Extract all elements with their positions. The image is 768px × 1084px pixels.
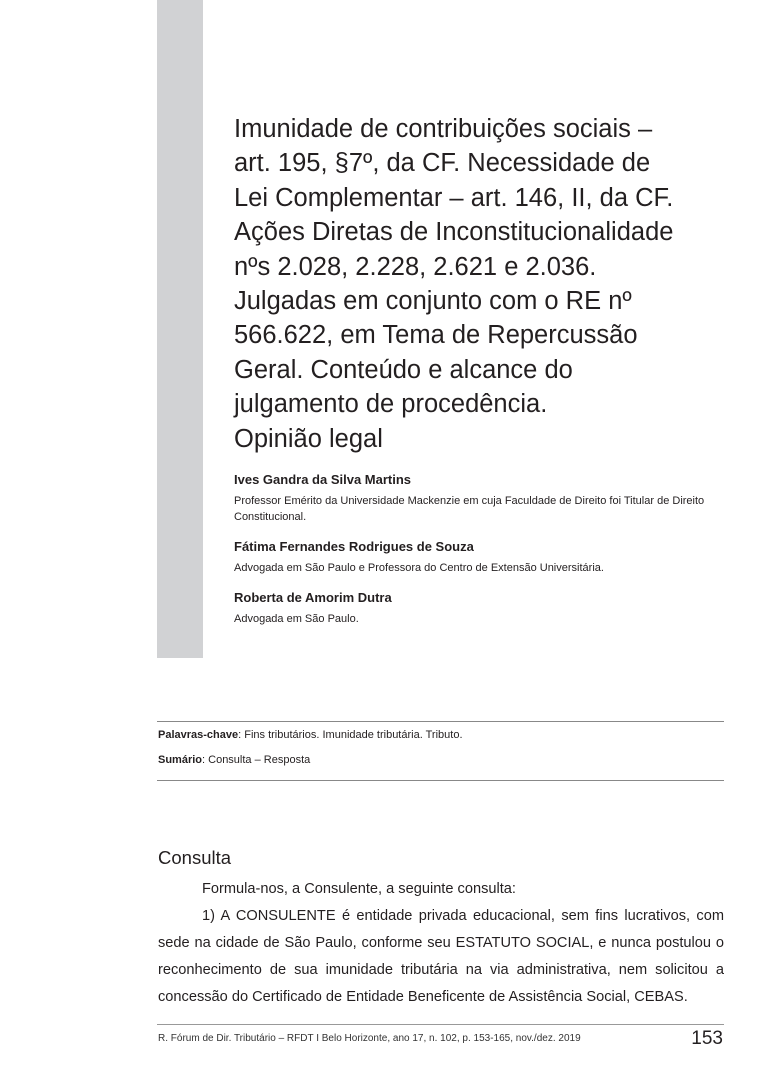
author-affiliation: Advogada em São Paulo. [234,613,359,625]
summary [158,754,310,766]
title-line: Imunidade de contribuições sociais – [234,115,653,143]
section-heading: Consulta [158,847,232,868]
title-line: Julgadas em conjunto com o RE nº [234,287,632,316]
author-name: Ives Gandra da Silva Martins [234,472,412,487]
keywords-label: Palavras-chave [158,729,239,741]
author-name: Roberta de Amorim Dutra [234,590,392,605]
article-title [234,112,734,456]
keywords-text: : Fins tributários. Imunidade tributária. Tributo. [238,729,463,741]
title-line: art. 195, §7º, da CF. Necessidade de [234,149,651,178]
title-line: nºs 2.028, 2.228, 2.621 e 2.036. [234,252,597,281]
footer-divider [157,1024,724,1025]
author-name: Fátima Fernandes Rodrigues de Souza [234,539,474,554]
title-line: Opinião legal [234,424,383,453]
decorative-side-bar [157,0,203,658]
paragraph: 1) A CONSULENTE é entidade privada educacional, sem fins lucrativos, com sede na cidade de São Paulo, conforme seu ESTATUTO SOCIAL, e nunca postulou o reconhecimento de sua imunidade tributária na via administrativa, nem solicitou a concessão do Certificado de Entidade Beneficente de Assistência Social, CEBAS. [158,908,724,1005]
author-list [234,472,729,641]
title-line: Geral. Conteúdo e alcance do [234,355,573,384]
author-affiliation: Advogada em São Paulo e Professora do Centro de Extensão Universitária. [234,562,604,574]
body-text [158,876,724,1011]
paragraph: Formula-nos, a Consulente, a seguinte consulta: [202,881,516,897]
summary-text: : Consulta – Resposta [202,754,311,766]
keywords [158,729,463,741]
divider [157,780,724,781]
title-line: julgamento de procedência. [234,390,548,419]
divider [157,721,724,722]
title-line: Lei Complementar – art. 146, II, da CF. [234,183,674,212]
footer-citation: R. Fórum de Dir. Tributário – RFDT I Belo Horizonte, ano 17, n. 102, p. 153-165, nov./dez. 2019 [158,1033,581,1044]
title-line: Ações Diretas de Inconstitucionalidade [234,218,674,247]
title-line: 566.622, em Tema de Repercussão [234,321,638,350]
summary-label: Sumário [158,754,203,766]
author-affiliation: Professor Emérito da Universidade Mackenzie em cuja Faculdade de Direito foi Titular de Direito Constitucional. [234,495,705,523]
page-number: 153 [691,1028,723,1049]
